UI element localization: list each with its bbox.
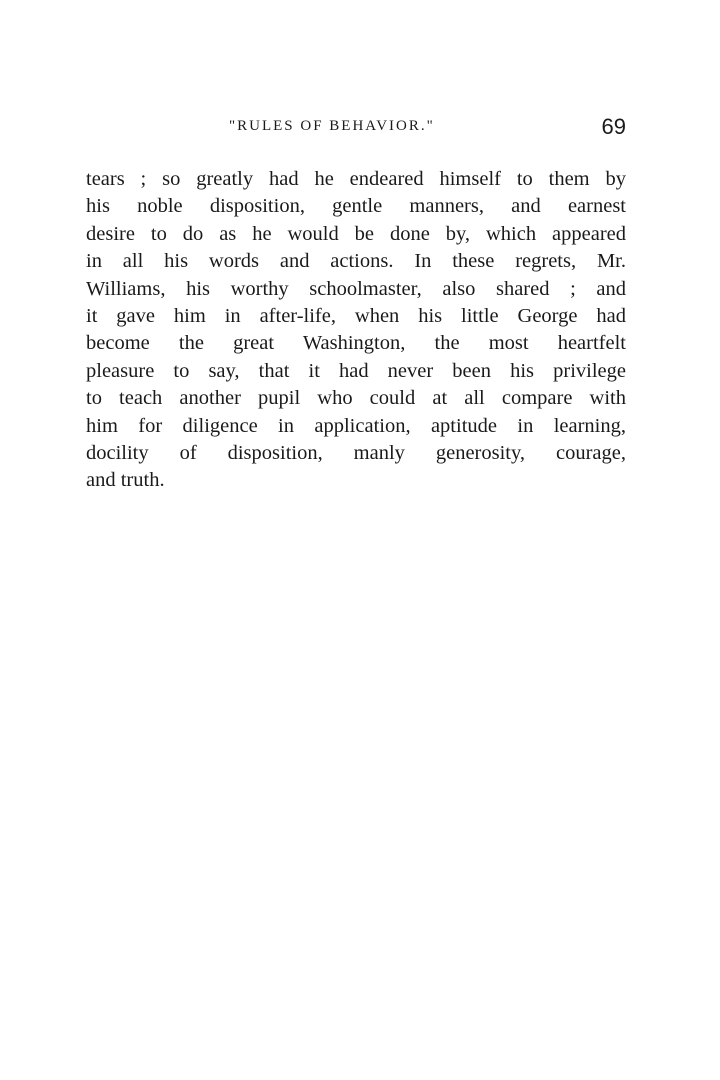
text-line: in all his words and actions. In these regrets, Mr. bbox=[86, 250, 626, 273]
text-line: desire to do as he would be done by, which appeared bbox=[86, 222, 626, 245]
text-line: his noble disposition, gentle manners, and earnest bbox=[86, 195, 626, 218]
body-paragraph bbox=[86, 166, 626, 495]
page-number: 69 bbox=[601, 114, 626, 139]
text-line: docility of disposition, manly generosity, courage, bbox=[86, 441, 626, 464]
running-title: "RULES OF BEHAVIOR." bbox=[229, 118, 435, 134]
text-line: to teach another pupil who could at all compare with bbox=[86, 387, 626, 410]
text-line: tears ; so greatly had he endeared himself to them by bbox=[86, 168, 626, 190]
text-line-last: and truth. bbox=[86, 469, 165, 492]
running-head bbox=[84, 114, 626, 144]
text-line: him for diligence in application, aptitude in learning, bbox=[86, 414, 626, 437]
text-line: pleasure to say, that it had never been his privilege bbox=[86, 359, 626, 382]
text-line: become the great Washington, the most heartfelt bbox=[86, 332, 626, 355]
text-line: Williams, his worthy schoolmaster, also shared ; and bbox=[86, 277, 626, 300]
text-line: it gave him in after-life, when his little George had bbox=[86, 304, 626, 327]
